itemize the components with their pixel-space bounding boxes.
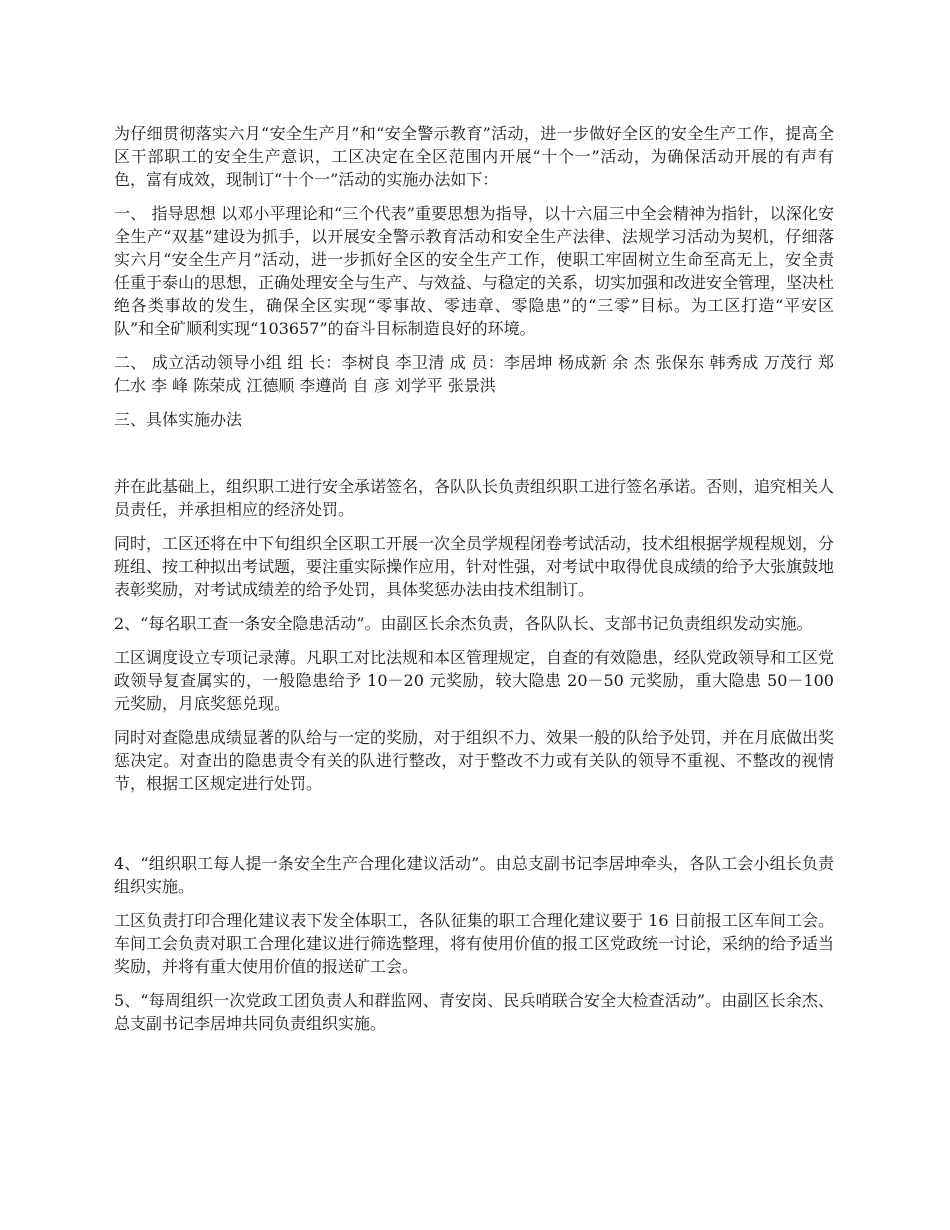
item-5-weekly-inspection: 5、“每周组织一次党政工团负责人和群监网、青安岗、民兵哨联合安全大检查活动”。由副区长余杰、总支副书记李居坤共同负责组织实施。 [114, 991, 834, 1033]
paragraph-team-rewards: 同时对查隐患成绩显著的队给与一定的奖励，对于组织不力、效果一般的队给予处罚，并在月底做出奖惩决定。对查出的隐患责令有关的队进行整改，对于整改不力或有关队的领导不重视、不整改的视情节，根据工区规定进行处罚。 [114, 728, 835, 793]
section-guiding-ideology: 一、 指导思想 以邓小平理论和“三个代表”重要思想为指导，以十六届三中全会精神为指针，以深化安全生产“双基”建设为抓手，以开展安全警示教育活动和安全生产法律、法规学习活动为契机，仔细落实六月“安全生产月”活动，进一步抓好全区的安全生产工作，使职工牢固树立生命至高无上，安全责任重于泰山的思想，正确处理安全与生产、与效益、与稳定的关系，切实加强和改进安全管理，坚决杜绝各类事故的发生，确保全区实现“零事故、零违章、零隐患”的“三零”目标。为工区打造“平安区队”和全矿顺利实现“103657”的奋斗目标制造良好的环境。 [114, 204, 835, 338]
blank-gap [114, 442, 834, 475]
item-2-hazard-check: 2、“每名职工查一条安全隐患活动”。由副区长余杰负责，各队队长、支部书记负责组织发动实施。 [114, 614, 813, 633]
paragraph-hazard-rewards: 工区调度设立专项记录薄。凡职工对比法规和本区管理规定，自查的有效隐患，经队党政领导和工区党政领导复查属实的，一般隐患给予 10－20 元奖励，较大隐患 20－50 元奖励，重大隐患 50－100 元奖励，月底奖惩兑现。 [114, 648, 835, 713]
blank-gap [114, 806, 834, 852]
paragraph-suggestion-process: 工区负责打印合理化建议表下发全体职工，各队征集的职工合理化建议要于 16 日前报工区车间工会。车间工会负责对职工合理化建议进行筛选整理，将有使用价值的报工区党政统一讨论，采纳的给予适当奖励，并将有重大使用价值的报送矿工会。 [114, 911, 835, 976]
section-leadership-group: 二、 成立活动领导小组 组 长：李树良 李卫清 成 员：李居坤 杨成新 余 杰 张保东 韩秀成 万茂行 郑仁水 李 峰 陈荣成 江德顺 李遵尚 自 彦 刘学平 张景洪 [114, 353, 834, 395]
item-4-suggestions: 4、“组织职工每人提一条安全生产合理化建议活动”。由总支副书记李居坤牵头，各队工会小组长负责组织实施。 [114, 854, 834, 896]
paragraph-regulation-exam: 同时，工区还将在中下旬组织全区职工开展一次全员学规程闭卷考试活动，技术组根据学规程规划，分班组、按工种拟出考试题，要注重实际操作应用，针对性强，对考试中取得优良成绩的给予大张旗鼓地表彰奖励，对考试成绩差的给予处罚，具体奖惩办法由技术组制订。 [114, 534, 835, 599]
document-body [114, 122, 834, 1046]
paragraph-safety-pledge: 并在此基础上，组织职工进行安全承诺签名，各队队长负责组织职工进行签名承诺。否则，追究相关人员责任，并承担相应的经济处罚。 [114, 477, 835, 519]
section-implementation-heading: 三、具体实施办法 [114, 410, 243, 429]
intro-paragraph: 为仔细贯彻落实六月“安全生产月”和“安全警示教育”活动，进一步做好全区的安全生产工作，提高全区干部职工的安全生产意识，工区决定在全区范围内开展“十个一”活动，为确保活动开展的有声有色，富有成效，现制订“十个一”活动的实施办法如下： [114, 124, 834, 189]
